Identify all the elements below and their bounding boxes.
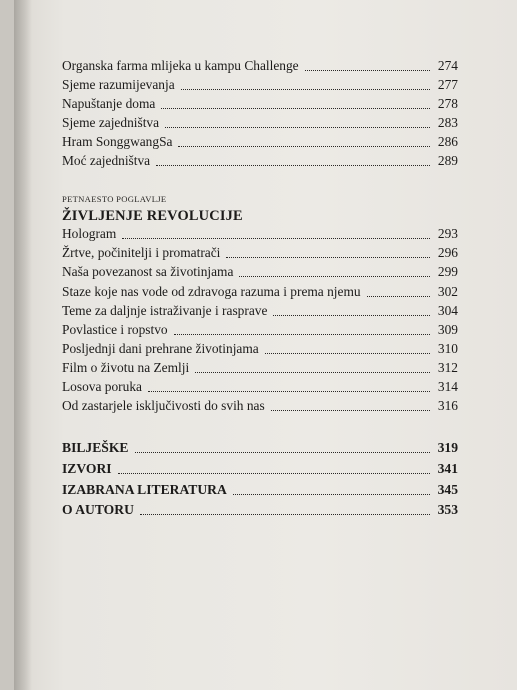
toc-entry <box>62 56 458 74</box>
dot-leader <box>156 164 430 166</box>
toc-entry-title: IZABRANA LITERATURA <box>62 482 227 497</box>
toc-entry-title: Moć zajedništva <box>62 153 151 168</box>
book-page <box>14 0 517 690</box>
toc-entry-title: Naša povezanost sa životinjama <box>62 264 234 279</box>
toc-entry-back-matter <box>62 480 458 498</box>
toc-entry-title: Film o životu na Zemlji <box>62 360 190 375</box>
toc-entry-page: 316 <box>437 398 458 413</box>
toc-entry <box>62 132 458 150</box>
dot-leader <box>367 295 430 297</box>
toc-entry-page: 277 <box>437 77 458 92</box>
dot-leader <box>140 513 430 515</box>
dot-leader <box>305 69 430 71</box>
dot-leader <box>165 126 430 128</box>
toc-entry-title: Hologram <box>62 226 117 241</box>
toc-entry <box>62 151 458 169</box>
toc-entry-title: IZVORI <box>62 461 112 476</box>
toc-entry <box>62 282 458 300</box>
toc-entry-title: O AUTORU <box>62 502 134 517</box>
chapter-title: ŽIVLJENJE REVOLUCIJE <box>62 208 243 224</box>
toc-entry-page: 293 <box>437 226 458 241</box>
toc-entry <box>62 243 458 261</box>
toc-entry-page: 314 <box>437 379 458 394</box>
toc-entry-back-matter <box>62 438 458 456</box>
toc-entry <box>62 339 458 357</box>
toc-entry <box>62 301 458 319</box>
toc-entry-page: 289 <box>437 153 458 168</box>
toc-entry-title: Žrtve, počinitelji i promatrači <box>62 245 221 260</box>
dot-leader <box>174 333 430 335</box>
toc-entry-title: Posljednji dani prehrane životinjama <box>62 341 259 356</box>
toc-entry <box>62 113 458 131</box>
toc-entry-page: 299 <box>437 264 458 279</box>
toc-entry-page: 296 <box>437 245 458 260</box>
dot-leader <box>226 256 430 258</box>
toc-entry-page: 312 <box>437 360 458 375</box>
dot-leader <box>122 237 430 239</box>
toc-entry-page: 341 <box>437 461 458 476</box>
toc-entry-page: 353 <box>437 502 458 517</box>
toc-entry-title: Hram SonggwangSa <box>62 134 173 149</box>
toc-entry-page: 283 <box>437 115 458 130</box>
toc-entry-page: 319 <box>437 440 458 455</box>
dot-leader <box>271 409 430 411</box>
dot-leader <box>239 275 430 277</box>
toc-entry-title: Staze koje nas vode od zdravoga razuma i prema njemu <box>62 284 361 299</box>
dot-leader <box>233 493 430 495</box>
toc-entry <box>62 377 458 395</box>
dot-leader <box>195 371 430 373</box>
toc-entry-title: Sjeme razumijevanja <box>62 77 175 92</box>
toc-entry-page: 310 <box>437 341 458 356</box>
dot-leader <box>148 390 430 392</box>
dot-leader <box>265 352 430 354</box>
toc-entry <box>62 224 458 242</box>
dot-leader <box>273 314 430 316</box>
toc-entry-title: Od zastarjele isključivosti do svih nas <box>62 398 265 413</box>
toc-entry-page: 286 <box>437 134 458 149</box>
toc-entry-page: 302 <box>437 284 458 299</box>
toc-entry-page: 304 <box>437 303 458 318</box>
toc-entry <box>62 75 458 93</box>
toc-entry-title: Teme za daljnje istraživanje i rasprave <box>62 303 268 318</box>
spine-shadow <box>14 0 32 690</box>
toc-entry-back-matter <box>62 500 458 518</box>
toc-entry <box>62 396 458 414</box>
dot-leader <box>161 107 430 109</box>
chapter-label: PETNAESTO POGLAVLJE <box>62 194 167 204</box>
toc-entry-page: 345 <box>437 482 458 497</box>
dot-leader <box>181 88 430 90</box>
dot-leader <box>118 472 430 474</box>
toc-entry-page: 278 <box>437 96 458 111</box>
dot-leader <box>135 451 431 453</box>
toc-entry-title: Povlastice i ropstvo <box>62 322 168 337</box>
toc-entry-title: Sjeme zajedništva <box>62 115 160 130</box>
toc-entry-title: Napuštanje doma <box>62 96 156 111</box>
toc-entry-title: Organska farma mlijeka u kampu Challenge <box>62 58 299 73</box>
toc-entry <box>62 358 458 376</box>
toc-entry-page: 309 <box>437 322 458 337</box>
toc-entry <box>62 94 458 112</box>
toc-entry <box>62 320 458 338</box>
toc-entry <box>62 262 458 280</box>
toc-entry-back-matter <box>62 459 458 477</box>
dot-leader <box>178 145 430 147</box>
toc-entry-title: Losova poruka <box>62 379 142 394</box>
toc-entry-page: 274 <box>437 58 458 73</box>
toc-entry-title: BILJEŠKE <box>62 440 129 455</box>
